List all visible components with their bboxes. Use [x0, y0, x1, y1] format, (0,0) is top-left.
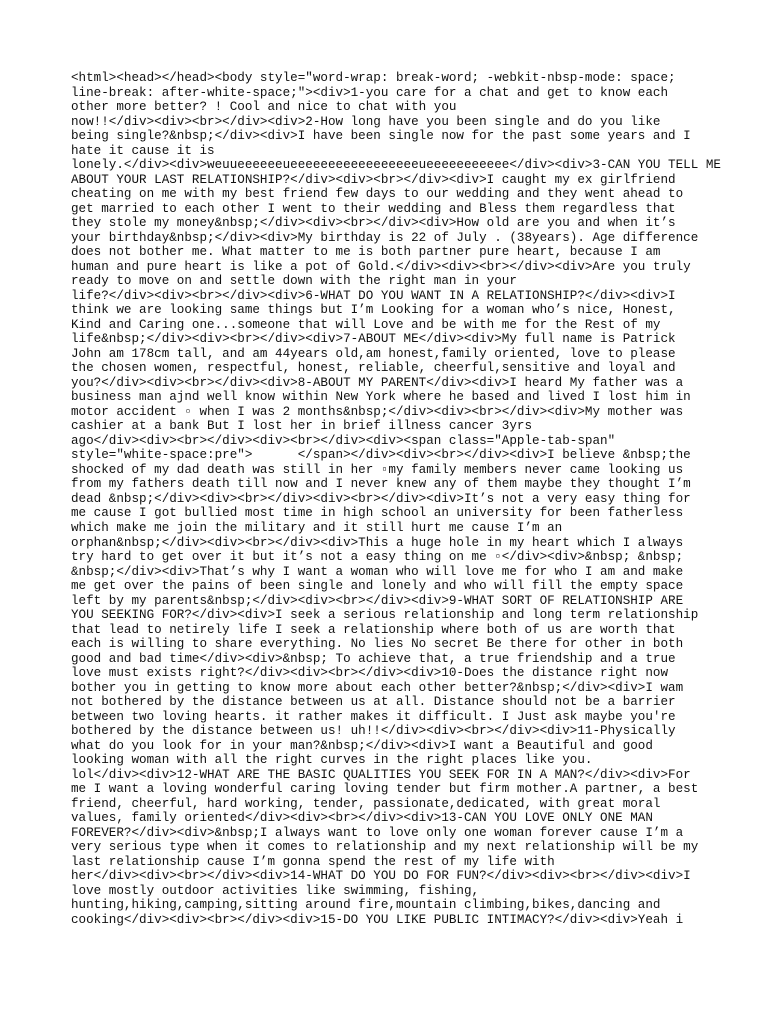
text-line: John am 178cm tall, and am 44years old,am honest,family oriented, love to please [71, 346, 676, 361]
text-line: business man ajnd well know within New York where he based and lived I lost him in [71, 390, 691, 405]
text-line: that lead to netirely life I seek a relationship where both of us are worth that [71, 622, 676, 637]
text-line: cooking</div><div><br></div><div>15-DO YOU LIKE PUBLIC INTIMACY?</div><div>Yeah i [71, 912, 684, 927]
text-line: style="white-space:pre"> </span></div><div><br></div><div>I believe &nbsp;the [71, 448, 691, 463]
text-line: other more better? ! Cool and nice to chat with you [71, 100, 457, 115]
text-line: FOREVER?</div><div>&nbsp;I always want to love only one woman forever cause I’m a [71, 825, 684, 840]
text-line: love mostly outdoor activities like swimming, fishing, [71, 883, 480, 898]
text-line: ready to move on and settle down with the right man in your [71, 274, 517, 289]
text-line: life?</div><div><br></div><div>6-WHAT DO YOU WANT IN A RELATIONSHIP?</div><div>I [71, 288, 676, 303]
text-line: ago</div><div><br></div><div><br></div><div><span class="Apple-tab-span" [71, 433, 616, 448]
text-line: now!!</div><div><br></div><div>2-How long have you been single and do you like [71, 114, 661, 129]
text-line: hate it cause it is [71, 143, 215, 158]
text-line: bothered by the distance between us! uh!!</div><div><br></div><div>11-Physically [71, 724, 676, 739]
text-line: does not bother me. What matter to me is both partner pure heart, because I am [71, 245, 661, 260]
text-line: shocked of my dad death was still in her ▫my family members never came looking us [71, 462, 684, 477]
text-line: get married to each other I went to their wedding and Bless them regardless that [71, 201, 676, 216]
text-line: not bothered by the distance between us at all. Distance should not be a barrier [71, 695, 676, 710]
text-line: friend, cheerful, hard working, tender, passionate,dedicated, with great moral [71, 796, 661, 811]
text-line: life&nbsp;</div><div><br></div><div>7-ABOUT ME</div><div>My full name is Patrick [71, 332, 676, 347]
text-line: <html><head></head><body style="word-wrap: break-word; -webkit-nbsp-mode: space; [71, 71, 676, 85]
text-line: motor accident ▫ when I was 2 months&nbsp;</div><div><br></div><div>My mother was [71, 404, 684, 419]
document-body [71, 71, 721, 956]
text-line: the chosen women, respectful, honest, reliable, cheerful,sensitive and loyal and [71, 361, 676, 376]
text-line: try hard to get over it but it’s not a easy thing on me ▫</div><div>&nbsp; &nbsp; [71, 550, 684, 565]
text-line: line-break: after-white-space;"><div>1-you care for a chat and get to know each [71, 85, 669, 100]
text-line: you?</div><div><br></div><div>8-ABOUT MY PARENT</div><div>I heard My father was a [71, 375, 684, 390]
text-line: ABOUT YOUR LAST RELATIONSHIP?</div><div><br></div><div>I caught my ex girlfriend [71, 172, 676, 187]
text-line [71, 927, 711, 942]
text-line: looking woman with all the right curves in the right places like you. [71, 753, 593, 768]
text-line: dead &nbsp;</div><div><br></div><div><br></div><div>It’s not a very easy thing for [71, 491, 691, 506]
text-line: from my fathers death till now and I never knew any of them maybe they thought I’m [71, 477, 691, 492]
text-line: me cause I got bullied most time in high school an university for been fatherless [71, 506, 684, 521]
text-line: left by my parents&nbsp;</div><div><br></div><div>9-WHAT SORT OF RELATIONSHIP ARE [71, 593, 684, 608]
text-line: lonely.</div><div>weuueeeeeeueeeeeeeeeeeeeeeeeueeeeeeeeeee</div><div>3-CAN YOU TELL ME [71, 158, 721, 173]
text-line: cashier at a bank But I lost her in brief illness cancer 3yrs [71, 419, 533, 434]
text-line: hunting,hiking,camping,sitting around fire,mountain climbing,bikes,dancing and [71, 898, 661, 913]
text-line: bother you in getting to know more about each other better?&nbsp;</div><div>I wam [71, 680, 684, 695]
text-line: between two loving hearts. it rather makes it difficult. I Just ask maybe you're [71, 709, 676, 724]
text-line: each is willing to share everything. No lies No secret Be there for other in both [71, 637, 684, 652]
text-line: &nbsp;</div><div>That’s why I want a woman who will love me for who I am and make [71, 564, 684, 579]
text-line: human and pure heart is like a pot of Gold.</div><div><br></div><div>Are you truly [71, 259, 691, 274]
text-line: being single?&nbsp;</div><div>I have been single now for the past some years and I [71, 129, 691, 144]
text-line: they stole my money&nbsp;</div><div><br></div><div>How old are you and when it’s [71, 216, 676, 231]
text-line: me I want a loving wonderful caring loving tender but firm mother.A partner, a best [71, 782, 699, 797]
text-line: Kind and Caring one...someone that will Love and be with me for the Rest of my [71, 317, 661, 332]
text-line: very serious type when it comes to relationship and my next relationship will be my [71, 840, 699, 855]
text-line: YOU SEEKING FOR?</div><div>I seek a serious relationship and long term relationship [71, 608, 699, 623]
text-line: lol</div><div>12-WHAT ARE THE BASIC QUALITIES YOU SEEK FOR IN A MAN?</div><div>For [71, 767, 691, 782]
text-line: last relationship cause I’m gonna spend the rest of my life with [71, 854, 555, 869]
text-line: values, family oriented</div><div><br></div><div>13-CAN YOU LOVE ONLY ONE MAN [71, 811, 653, 826]
text-line: love must exists right?</div><div><br></div><div>10-Does the distance right now [71, 666, 669, 681]
text-line: what do you look for in your man?&nbsp;</div><div>I want a Beautiful and good [71, 738, 653, 753]
text-line: her</div><div><br></div><div>14-WHAT DO YOU DO FOR FUN?</div><div><br></div><div>I [71, 869, 691, 884]
text-line [71, 942, 711, 957]
text-line: think we are looking same things but I’m Looking for a woman who’s nice, Honest, [71, 303, 676, 318]
text-line: which make me join the military and it still hurt me cause I’m an [71, 520, 563, 535]
text-line: cheating on me with my best friend few days to our wedding and they went ahead to [71, 187, 684, 202]
text-line: me get over the pains of been single and lonely and who will fill the empty space [71, 579, 684, 594]
text-line: orphan&nbsp;</div><div><br></div><div>This a huge hole in my heart which I always [71, 535, 684, 550]
text-line: good and bad time</div><div>&nbsp; To achieve that, a true friendship and a true [71, 651, 676, 666]
text-line: your birthday&nbsp;</div><div>My birthday is 22 of July . (38years). Age difference [71, 230, 699, 245]
